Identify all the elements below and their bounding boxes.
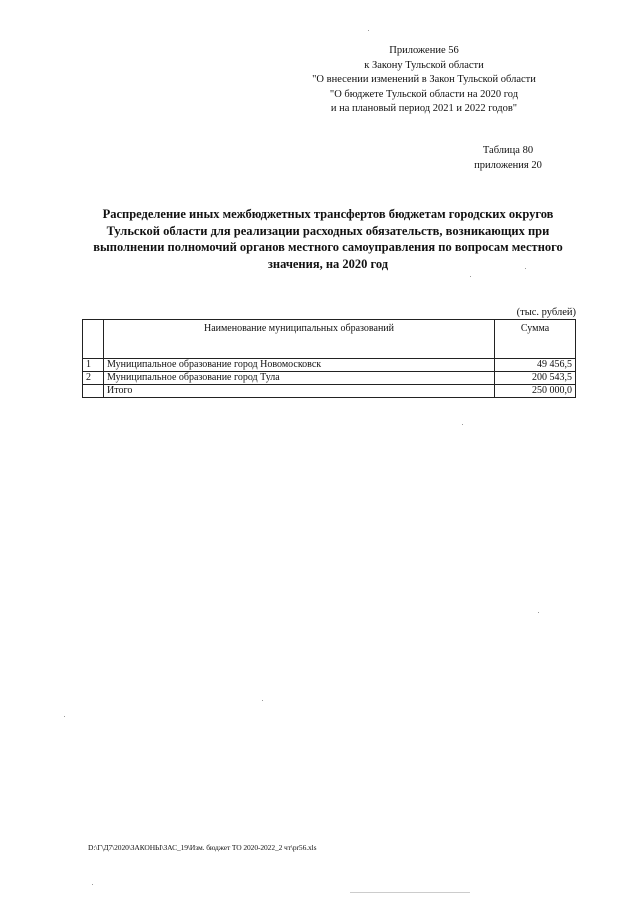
scan-speck [262,700,263,701]
row-name: Муниципальное образование город Тула [104,372,495,385]
row-sum: 250 000,0 [495,385,576,398]
row-num: 1 [83,359,104,372]
document-title: Распределение иных межбюджетных трансфертов бюджетам городских округов Тульской области для реализации расходных обязательств, возникающих при выполнении полномочий органов местного самоуправления по вопросам местного значения, на 2020 год [93,207,563,271]
transfers-table [82,319,576,398]
units-label: (тыс. рублей) [516,307,576,318]
scan-speck [92,884,93,885]
scan-speck [350,892,470,893]
row-name: Итого [104,385,495,398]
scan-speck [538,612,539,613]
row-num: 2 [83,372,104,385]
table-number: Таблица 80 [482,145,534,156]
header-sum: Сумма [495,320,576,359]
header-line: к Закону Тульской области [364,59,484,71]
header-name: Наименование муниципальных образований [104,320,495,359]
row-sum: 49 456,5 [495,359,576,372]
file-path-footer: D:\Г\Д7\2020\ЗАКОНЫ\ЗАС_19\Изм. бюджет ТО 2020-2022_2 чт\pr56.xls [88,843,317,852]
table-row [83,372,576,385]
scan-speck [470,276,471,277]
table-row [83,359,576,372]
scan-speck [525,268,526,269]
table-total-row [83,385,576,398]
header-line: и на плановый период 2021 и 2022 годов" [330,103,518,114]
header-line: "О бюджете Тульской области на 2020 год [329,88,519,100]
header-line: Приложение 56 [389,45,459,56]
row-name: Муниципальное образование город Новомосковск [104,359,495,372]
appendix-number: приложения 20 [474,159,542,171]
table-reference [448,144,568,173]
table-header-row [83,320,576,359]
scan-speck [64,716,65,717]
header-num [83,320,104,359]
appendix-header [274,44,574,117]
scan-speck [368,30,369,31]
row-num [83,385,104,398]
header-line: "О внесении изменений в Закон Тульской области [312,74,536,85]
scan-speck [462,424,463,425]
row-sum: 200 543,5 [495,372,576,385]
